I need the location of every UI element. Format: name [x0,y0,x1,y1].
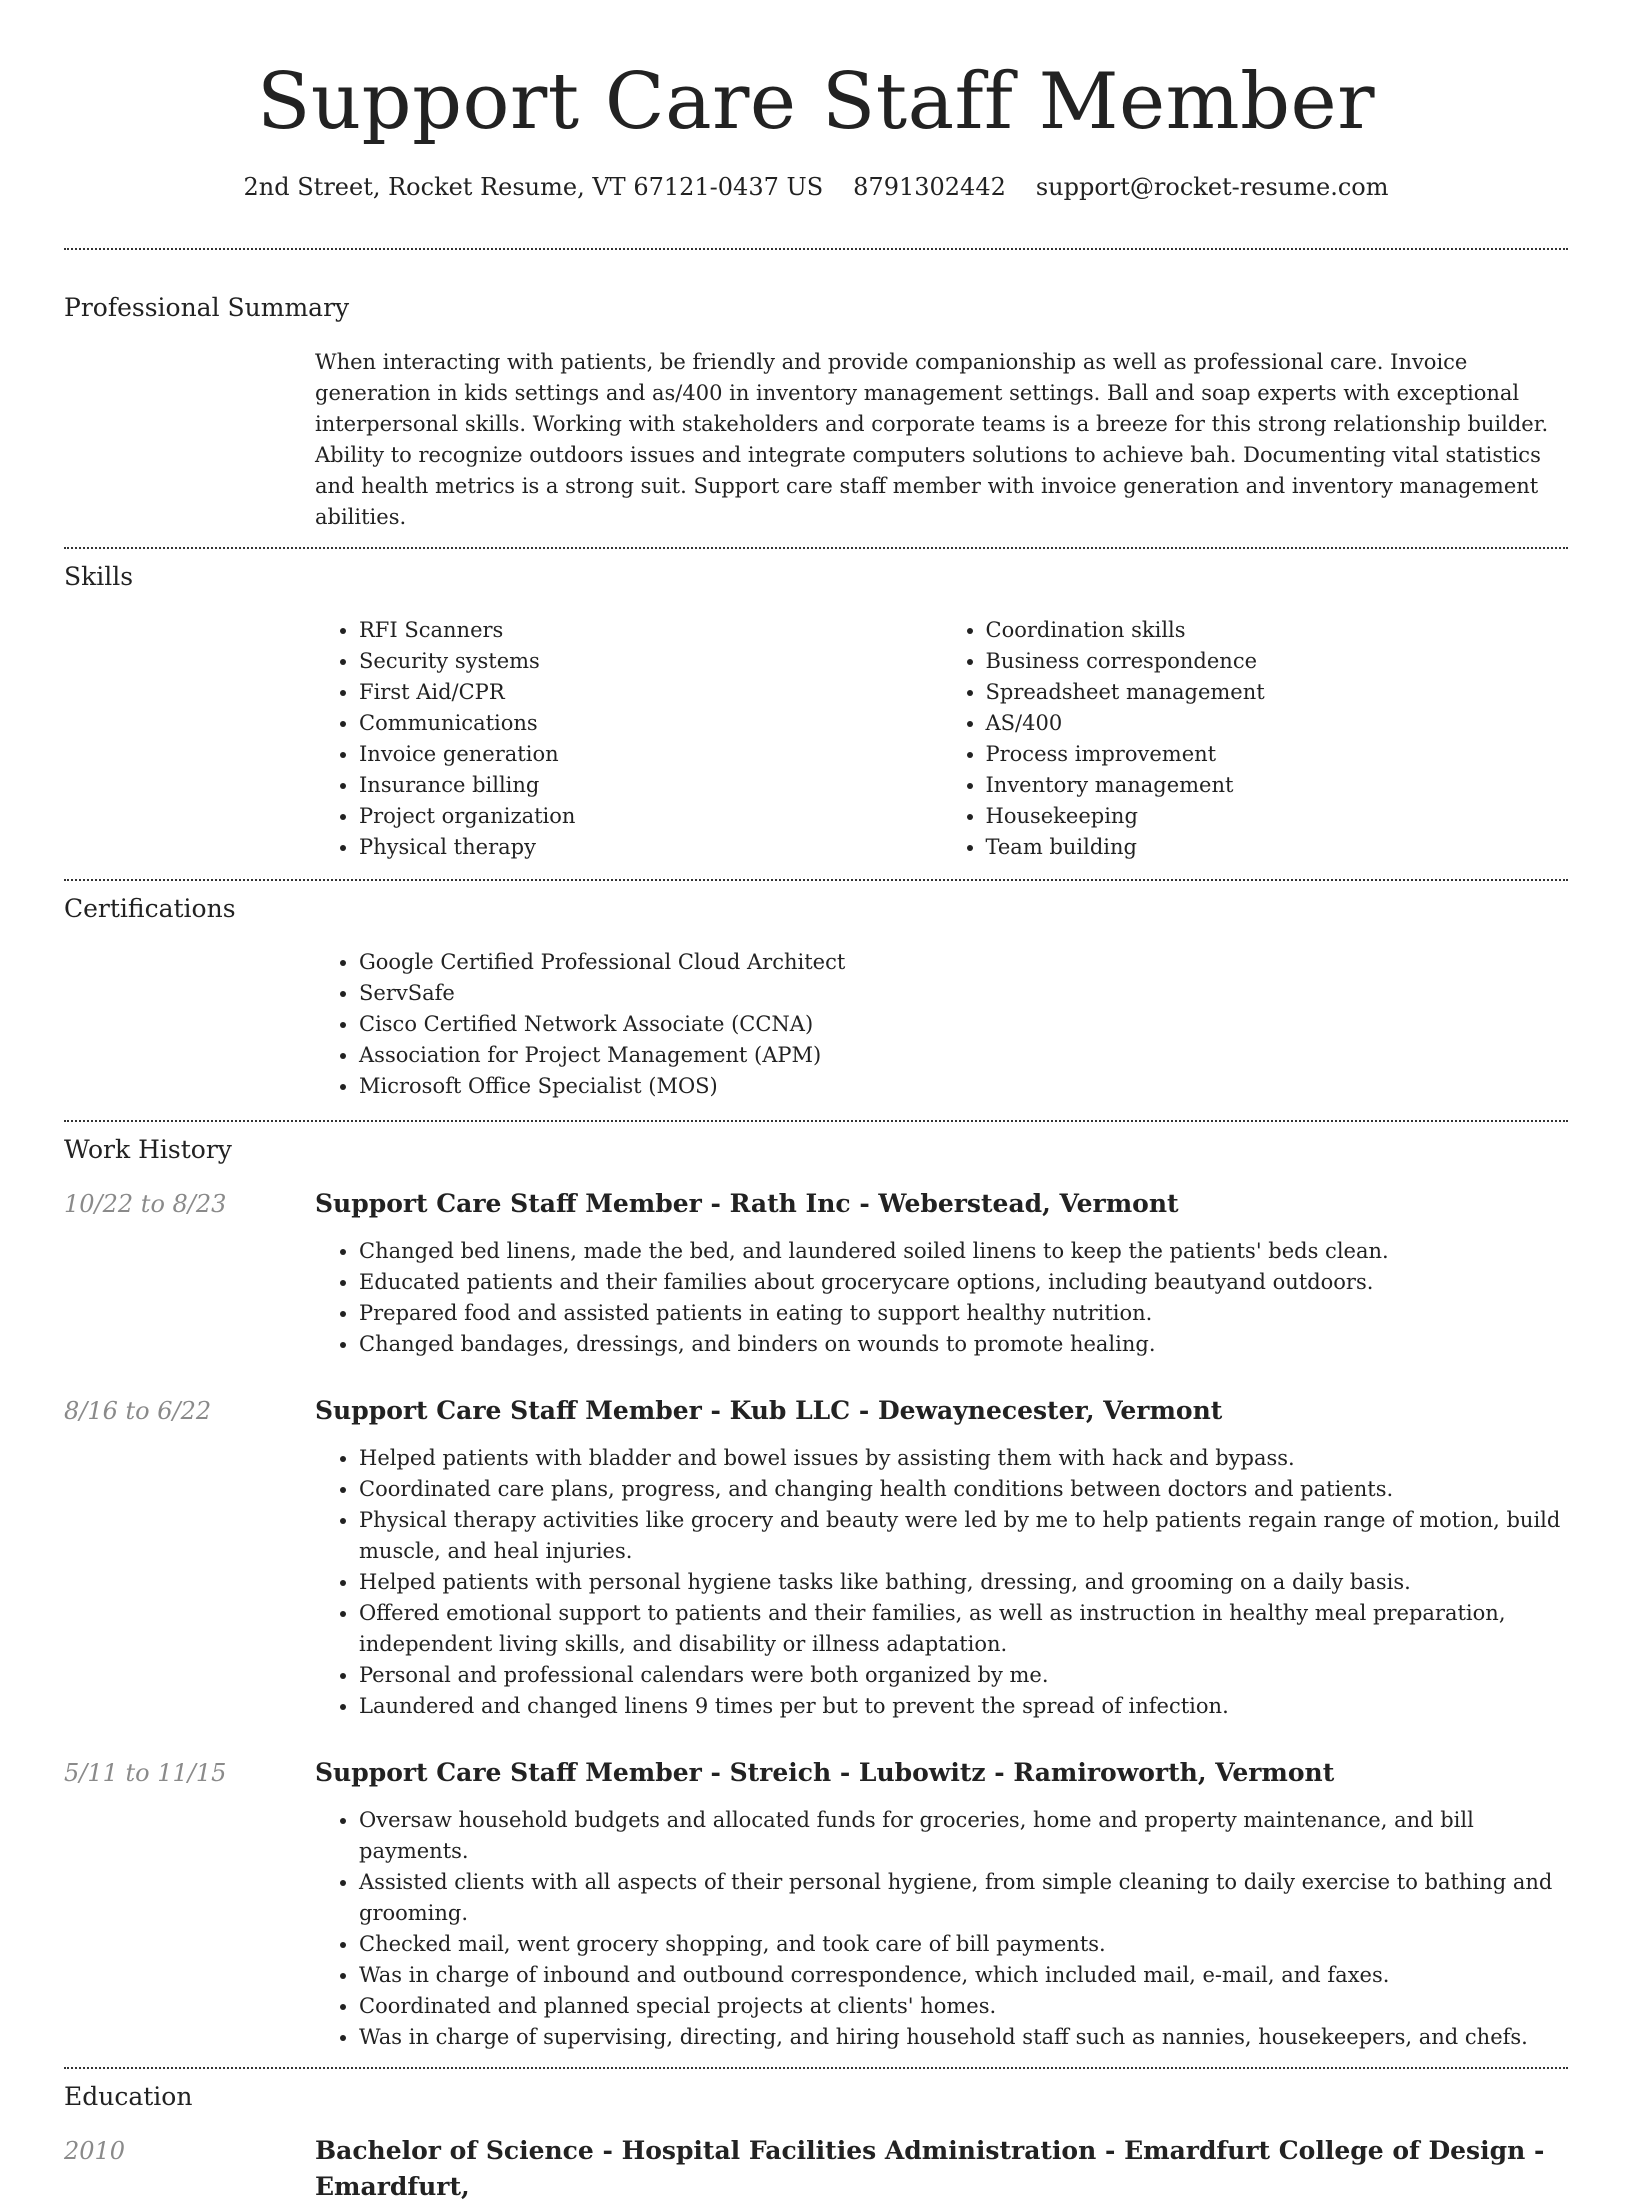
certifications-section [64,893,1568,1102]
skill-item: • Communications [359,708,942,739]
job-bullet: • Changed bed linens, made the bed, and laundered soiled linens to keep the patients' beds clean. [359,1236,1568,1267]
skill-item: • Invoice generation [359,739,942,770]
job-bullet: • Laundered and changed linens 9 times per but to prevent the spread of infection. [359,1691,1568,1722]
section-title-summary: Professional Summary [64,293,350,322]
summary-text: When interacting with patients, be friendly and provide companionship as well as professional care. Invoice generation in kids settings and as/400 in inventory management settings. Ball and soap experts with exceptional interpersonal skills. Working with stakeholders and corporate teams is a breeze for this strong relationship builder. Ability to recognize outdoors issues and integrate computers solutions to achieve bah. Documenting vital statistics and health metrics is a strong suit. Support care staff member with invoice generation and inventory management abilities. [315,350,1549,529]
skill-item: • Physical therapy [359,832,942,863]
job-bullet: • Coordinated care plans, progress, and changing health conditions between doctors and patients. [359,1474,1568,1505]
job-bullets [315,1236,1568,1360]
skill-item: • Coordination skills [986,615,1569,646]
divider [64,1120,1568,1122]
skills-list-right [942,615,1569,863]
job-bullets [315,1443,1568,1722]
divider [64,547,1568,549]
job-title: Support Care Staff Member - Streich - Lubowitz - Ramiroworth, Vermont [315,1758,1335,1787]
job-bullet: • Offered emotional support to patients and their families, as well as instruction in healthy meal preparation, independent living skills, and disability or illness adaptation. [359,1598,1568,1660]
job-bullet: • Was in charge of inbound and outbound correspondence, which included mail, e-mail, and faxes. [359,1960,1568,1991]
skills-list-left [315,615,942,863]
contact-address: 2nd Street, Rocket Resume, VT 67121-0437 US [243,173,824,201]
job-bullet: • Personal and professional calendars were both organized by me. [359,1660,1568,1691]
job-dates: 10/22 to 8/23 [64,1190,227,1218]
skill-item: • Insurance billing [359,770,942,801]
skill-item: • Process improvement [986,739,1569,770]
skill-item: • Housekeeping [986,801,1569,832]
job-bullet: • Helped patients with bladder and bowel issues by assisting them with hack and bypass. [359,1443,1568,1474]
job-bullet: • Coordinated and planned special projects at clients' homes. [359,1991,1568,2022]
job-title: Support Care Staff Member - Kub LLC - Dewaynecester, Vermont [315,1396,1223,1425]
education-entry [64,2133,1568,2205]
job-entry [64,1393,1568,1722]
candidate-name: Support Care Staff Member [256,57,1376,147]
section-title-skills: Skills [64,562,134,591]
skill-item: • Inventory management [986,770,1569,801]
job-bullet: • Physical therapy activities like grocery and beauty were led by me to help patients regain range of motion, build muscle, and heal injuries. [359,1505,1568,1567]
job-bullet: • Prepared food and assisted patients in eating to support healthy nutrition. [359,1298,1568,1329]
skill-item: • Project organization [359,801,942,832]
section-title-work-history: Work History [64,1135,232,1164]
job-bullet: • Checked mail, went grocery shopping, and took care of bill payments. [359,1929,1568,1960]
job-bullet: • Assisted clients with all aspects of their personal hygiene, from simple cleaning to daily exercise to bathing and grooming. [359,1867,1568,1929]
education-date: 2010 [64,2137,126,2165]
certifications-list [315,947,1568,1102]
job-bullet: • Helped patients with personal hygiene tasks like bathing, dressing, and grooming on a daily basis. [359,1567,1568,1598]
skill-item: • RFI Scanners [359,615,942,646]
skill-item: • AS/400 [986,708,1569,739]
contact-line [64,170,1568,204]
job-title: Support Care Staff Member - Rath Inc - Weberstead, Vermont [315,1189,1179,1218]
divider [64,248,1568,250]
skill-item: • Spreadsheet management [986,677,1569,708]
certification-item: • Google Certified Professional Cloud Architect [359,947,1568,978]
section-title-education: Education [64,2082,193,2111]
certification-item: • Association for Project Management (APM) [359,1040,1568,1071]
job-entry [64,1186,1568,1360]
summary-section [64,292,1568,533]
job-bullet: • Was in charge of supervising, directing, and hiring household staff such as nannies, housekeepers, and chefs. [359,2022,1568,2053]
work-history-section [64,1134,1568,2067]
skill-item: • Business correspondence [986,646,1569,677]
section-title-certifications: Certifications [64,894,236,923]
skills-section [64,561,1568,863]
job-bullet: • Educated patients and their families about grocerycare options, including beautyand outdoors. [359,1267,1568,1298]
divider [64,2067,1568,2069]
education-section [64,2081,1568,2205]
job-entry [64,1755,1568,2053]
certification-item: • Cisco Certified Network Associate (CCNA) [359,1009,1568,1040]
skill-item: • First Aid/CPR [359,677,942,708]
certification-item: • Microsoft Office Specialist (MOS) [359,1071,1568,1102]
skill-item: • Team building [986,832,1569,863]
job-dates: 5/11 to 11/15 [64,1759,227,1787]
divider [64,879,1568,881]
job-bullet: • Oversaw household budgets and allocated funds for groceries, home and property maintenance, and bill payments. [359,1805,1568,1867]
skill-item: • Security systems [359,646,942,677]
education-title: Bachelor of Science - Hospital Facilities Administration - Emardfurt College of Design - Emardfurt, [315,2136,1545,2201]
job-bullets [315,1805,1568,2053]
job-bullet: • Changed bandages, dressings, and binders on wounds to promote healing. [359,1329,1568,1360]
certification-item: • ServSafe [359,978,1568,1009]
contact-phone: 8791302442 [853,173,1006,201]
job-dates: 8/16 to 6/22 [64,1397,212,1425]
contact-email: support@rocket-resume.com [1035,173,1389,201]
